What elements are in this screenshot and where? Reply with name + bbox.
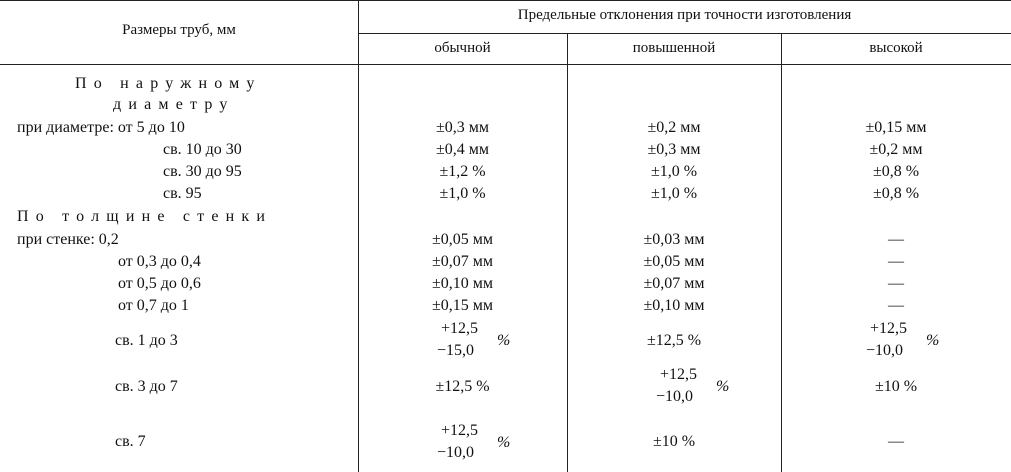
fraction-top: +12,5 <box>441 320 479 337</box>
outer-normal-cell: ±1,0 % <box>439 185 486 202</box>
fraction-unit: % <box>497 434 511 451</box>
row-7-increased-cell: ±10 % <box>652 433 696 450</box>
row-1-3-high-fraction <box>866 320 956 364</box>
wall-normal-cell: ±0,05 мм <box>431 231 494 248</box>
row-3-7-increased-fraction <box>656 366 746 410</box>
row-3-7-normal-cell: ±12,5 % <box>435 378 490 395</box>
wall-increased-cell: ±0,07 мм <box>643 275 705 292</box>
outer-row-label: св. 30 до 95 <box>163 163 242 180</box>
row-1-3-increased-cell: ±12,5 % <box>646 332 702 349</box>
header-col-high: высокой <box>869 40 923 56</box>
outer-row-label: св. 95 <box>163 185 202 202</box>
fraction-unit: % <box>716 378 730 395</box>
wall-high-cell: — <box>888 231 904 248</box>
fraction-unit: % <box>497 332 511 349</box>
wall-normal-cell: ±0,07 мм <box>431 253 494 270</box>
fraction-bottom: −10,0 <box>437 444 475 461</box>
outer-high-cell: ±0,15 мм <box>865 119 927 136</box>
table-top-border <box>0 0 1011 1</box>
fraction-top: +12,5 <box>660 366 698 383</box>
wall-increased-cell: ±0,10 мм <box>643 297 705 314</box>
outer-normal-cell: ±0,4 мм <box>435 141 490 158</box>
section-outer-line2: диаметру <box>113 96 235 113</box>
row-7-label: св. 7 <box>115 433 146 450</box>
outer-high-cell: ±0,8 % <box>872 163 920 180</box>
header-bottom-border <box>0 64 1011 65</box>
section-outer-line1: По наружному <box>75 75 262 92</box>
wall-row-label: от 0,3 до 0,4 <box>118 253 201 270</box>
header-col-normal: обычной <box>434 40 491 56</box>
outer-row-label: при диаметре: от 5 до 10 <box>17 119 185 136</box>
outer-increased-cell: ±0,2 мм <box>647 119 701 136</box>
row-7-high-cell: — <box>888 433 904 450</box>
row-7-normal-fraction <box>437 422 527 466</box>
wall-increased-cell: ±0,03 мм <box>643 231 705 248</box>
outer-normal-cell: ±0,3 мм <box>435 119 490 136</box>
wall-high-cell: — <box>888 275 904 292</box>
fraction-bottom: −15,0 <box>437 342 475 359</box>
wall-row-label: от 0,5 до 0,6 <box>118 275 201 292</box>
wall-normal-cell: ±0,10 мм <box>431 275 494 292</box>
wall-row-label: от 0,7 до 1 <box>118 297 189 314</box>
fraction-unit: % <box>926 332 940 349</box>
row-3-7-high-cell: ±10 % <box>874 378 918 395</box>
row-1-3-normal-fraction <box>437 320 527 364</box>
wall-increased-cell: ±0,05 мм <box>643 253 705 270</box>
outer-increased-cell: ±0,3 мм <box>647 141 701 158</box>
outer-high-cell: ±0,8 % <box>872 185 920 202</box>
fraction-top: +12,5 <box>870 320 908 337</box>
section-wall: По толщине стенки <box>17 208 273 225</box>
outer-normal-cell: ±1,2 % <box>439 163 486 180</box>
header-col-increased: повышенной <box>632 40 716 56</box>
wall-high-cell: — <box>888 297 904 314</box>
outer-row-label: св. 10 до 30 <box>163 141 242 158</box>
outer-high-cell: ±0,2 мм <box>869 141 923 158</box>
row-1-3-label: св. 1 до 3 <box>115 332 178 349</box>
outer-increased-cell: ±1,0 % <box>650 185 698 202</box>
header-sub-border <box>358 33 1011 34</box>
wall-normal-cell: ±0,15 мм <box>431 297 494 314</box>
header-sizes: Размеры труб, мм <box>122 22 236 38</box>
header-deviations: Предельные отклонения при точности изготовления <box>517 7 852 23</box>
outer-increased-cell: ±1,0 % <box>650 163 698 180</box>
row-3-7-label: св. 3 до 7 <box>115 378 178 395</box>
fraction-bottom: −10,0 <box>656 388 694 405</box>
fraction-bottom: −10,0 <box>866 342 904 359</box>
wall-high-cell: — <box>888 253 904 270</box>
fraction-top: +12,5 <box>441 422 479 439</box>
wall-row-label: при стенке: 0,2 <box>17 231 119 248</box>
